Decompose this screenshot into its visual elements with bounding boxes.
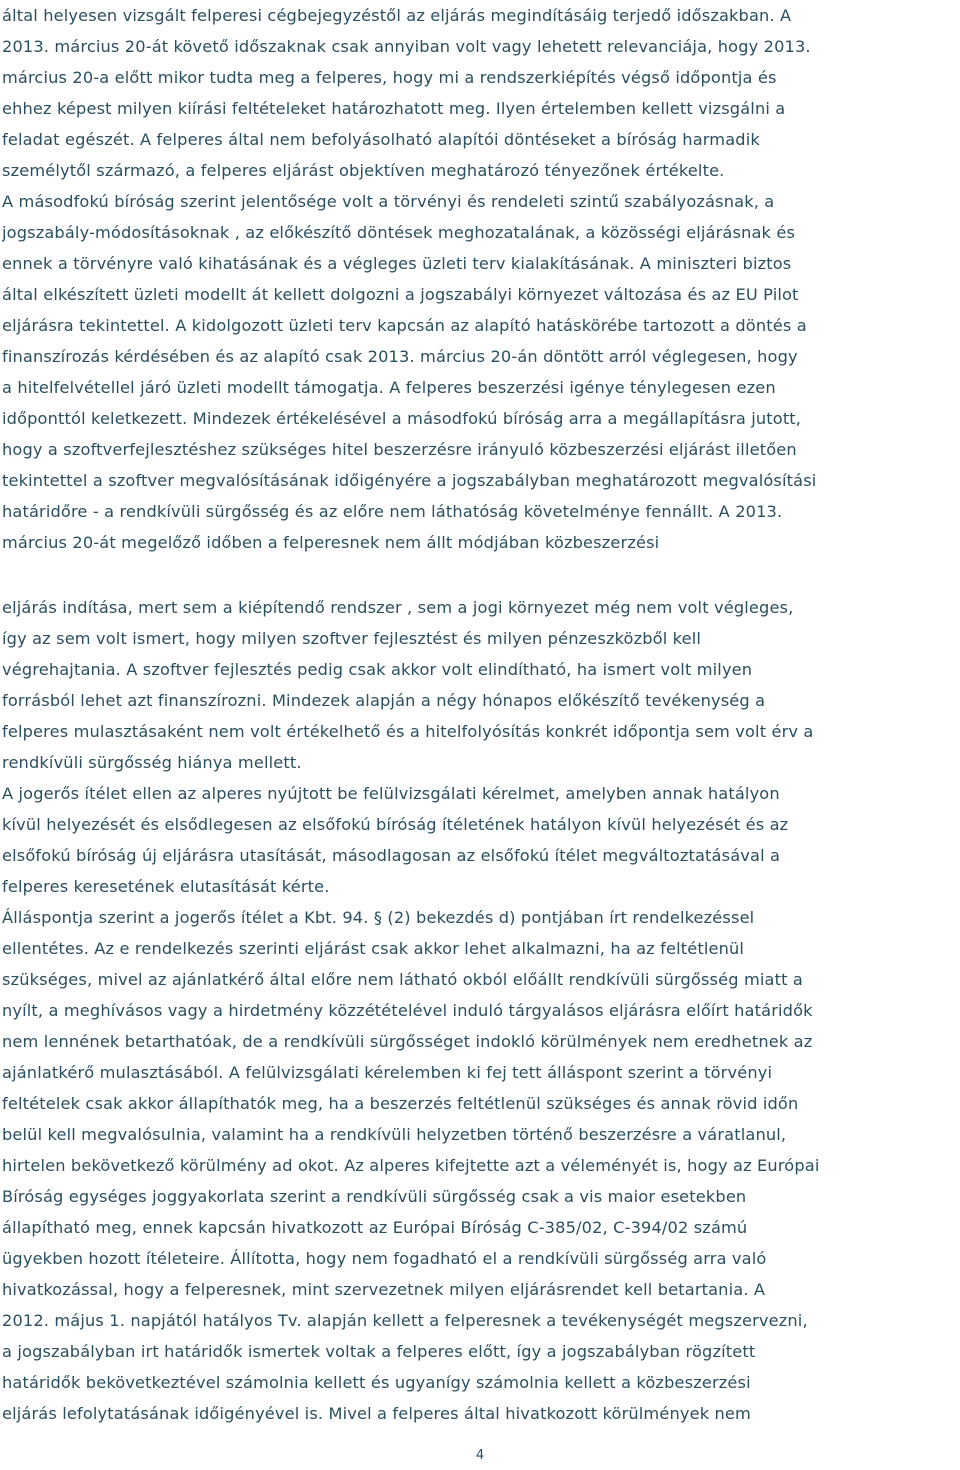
text-line: felperes mulasztásaként nem volt értékelhető és a hitelfolyósítás konkrét időpontja sem volt érv a (2, 722, 814, 741)
text-line: a hitelfelvétellel járó üzleti modellt támogatja. A felperes beszerzési igénye ténylegesen ezen (2, 378, 776, 397)
text-line: március 20-a előtt mikor tudta meg a felperes, hogy mi a rendszerkiépítés végső időpontja és (2, 68, 777, 87)
text-line: A jogerős ítélet ellen az alperes nyújtott be felülvizsgálati kérelmet, amelyben annak hatályon (2, 784, 780, 803)
text-line: 2013. március 20-át követő időszaknak csak annyiban volt vagy lehetett relevanciája, hogy 2013. (2, 37, 811, 56)
text-line: 2012. május 1. napjától hatályos Tv. alapján kellett a felperesnek a tevékenységét megszervezni, (2, 1311, 808, 1330)
text-line: ennek a törvényre való kihatásának és a végleges üzleti terv kialakításának. A miniszteri biztos (2, 254, 792, 273)
text-line: személytől származó, a felperes eljárást objektíven meghatározó tényezőnek értékelte. (2, 161, 725, 180)
text-line: felperes keresetének elutasítását kérte. (2, 877, 330, 896)
text-line: belül kell megvalósulnia, valamint ha a rendkívüli helyzetben történő beszerzésre a váratlanul, (2, 1125, 787, 1144)
text-line: állapítható meg, ennek kapcsán hivatkozott az Európai Bíróság C-385/02, C-394/02 számú (2, 1218, 748, 1237)
text-line: A másodfokú bíróság szerint jelentősége volt a törvényi és rendeleti szintű szabályozásnak, a (2, 192, 775, 211)
text-line: ügyekben hozott ítéleteire. Állította, hogy nem fogadható el a rendkívüli sürgősség arra való (2, 1249, 767, 1268)
text-line: hivatkozással, hogy a felperesnek, mint szervezetnek milyen eljárásrendet kell betartania. A (2, 1280, 766, 1299)
text-line: nyílt, a meghívásos vagy a hirdetmény közzétételével induló tárgyalásos eljárásra előírt határidők (2, 1001, 813, 1020)
text-line: szükséges, mivel az ajánlatkérő által előre nem látható okból előállt rendkívüli sürgősség miatt a (2, 970, 803, 989)
text-line: jogszabály-módosításoknak , az előkészítő döntések meghozatalának, a közösségi eljárásnak és (2, 223, 796, 242)
text-line: által helyesen vizsgált felperesi cégbejegyzéstől az eljárás megindításáig terjedő időszakban. A (2, 6, 792, 25)
text-block-lower (2, 592, 958, 1429)
text-line: feladat egészét. A felperes által nem befolyásolható alapítói döntéseket a bíróság harmadik (2, 130, 760, 149)
text-line: határidők bekövetkeztével számolnia kellett és ugyanígy számolnia kellett a közbeszerzési (2, 1373, 751, 1392)
text-line: hirtelen bekövetkező körülmény ad okot. Az alperes kifejtette azt a véleményét is, hogy az Európai (2, 1156, 820, 1175)
text-block-upper (2, 0, 958, 558)
text-line: eljárás indítása, mert sem a kiépítendő rendszer , sem a jogi környezet még nem volt végleges, (2, 598, 794, 617)
text-line: a jogszabályban irt határidők ismertek voltak a felperes előtt, így a jogszabályban rögzített (2, 1342, 756, 1361)
text-line: hogy a szoftverfejlesztéshez szükséges hitel beszerzésre irányuló közbeszerzési eljárást illetően (2, 440, 797, 459)
page-number: 4 (475, 1448, 485, 1463)
text-line: finanszírozás kérdésében és az alapító csak 2013. március 20-án döntött arról véglegesen, hogy (2, 347, 798, 366)
text-line: ellentétes. Az e rendelkezés szerinti eljárást csak akkor lehet alkalmazni, ha az feltétlenül (2, 939, 745, 958)
text-line: eljárásra tekintettel. A kidolgozott üzleti terv kapcsán az alapító hatáskörébe tartozott a döntés a (2, 316, 807, 335)
text-line: Álláspontja szerint a jogerős ítélet a Kbt. 94. § (2) bekezdés d) pontjában írt rendelkezéssel (2, 908, 755, 927)
text-line: feltételek csak akkor állapíthatók meg, ha a beszerzés feltétlenül szükséges és annak rövid időn (2, 1094, 799, 1113)
text-line: határidőre - a rendkívüli sürgősség és az előre nem láthatóság követelménye fennállt. A 2013. (2, 502, 783, 521)
text-line: ajánlatkérő mulasztásából. A felülvizsgálati kérelemben ki fej tett álláspont szerint a törvényi (2, 1063, 773, 1082)
text-line: Bíróság egységes joggyakorlata szerint a rendkívüli sürgősség csak a vis maior esetekben (2, 1187, 747, 1206)
text-line: így az sem volt ismert, hogy milyen szoftver fejlesztést és milyen pénzeszközből kell (2, 629, 702, 648)
text-line: eljárás lefolytatásának időigényével is. Mivel a felperes által hivatkozott körülmények nem (2, 1404, 751, 1423)
text-line: tekintettel a szoftver megvalósításának időigényére a jogszabályban meghatározott megvalósítási (2, 471, 817, 490)
text-line: által elkészített üzleti modellt át kellett dolgozni a jogszabályi környezet változása és az EU Pilot (2, 285, 799, 304)
text-line: március 20-át megelőző időben a felperesnek nem állt módjában közbeszerzési (2, 533, 660, 552)
text-line: elsőfokú bíróság új eljárásra utasítását, másodlagosan az elsőfokú ítélet megváltoztatásával a (2, 846, 781, 865)
text-line: kívül helyezését és elsődlegesen az elsőfokú bíróság ítéletének hatályon kívül helyezését és az (2, 815, 789, 834)
text-line: forrásból lehet azt finanszírozni. Mindezek alapján a négy hónapos előkészítő tevékenység a (2, 691, 766, 710)
text-line: ehhez képest milyen kiírási feltételeket határozhatott meg. Ilyen értelemben kellett vizsgálni a (2, 99, 786, 118)
text-line: nem lennének betarthatóak, de a rendkívüli sürgősséget indokló körülmények nem eredhetnek az (2, 1032, 813, 1051)
text-line: végrehajtania. A szoftver fejlesztés pedig csak akkor volt elindítható, ha ismert volt milyen (2, 660, 753, 679)
text-line: rendkívüli sürgősség hiánya mellett. (2, 753, 302, 772)
text-line: időponttól keletkezett. Mindezek értékelésével a másodfokú bíróság arra a megállapításra jutott, (2, 409, 802, 428)
